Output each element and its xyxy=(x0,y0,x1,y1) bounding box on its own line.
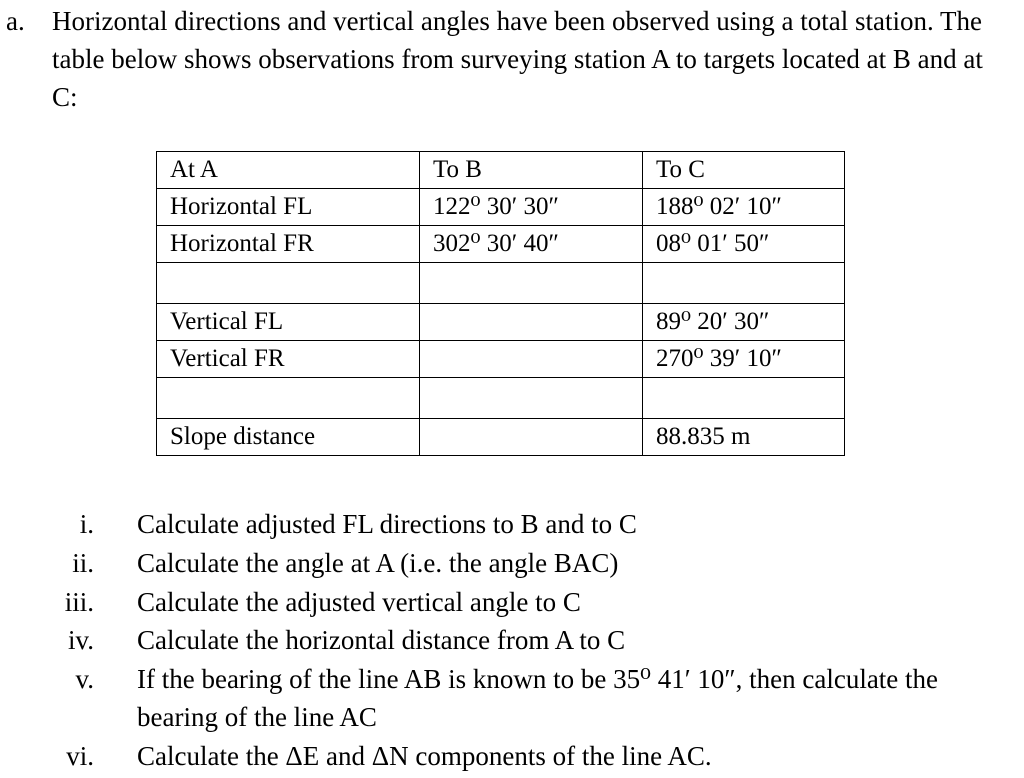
list-item-text: Calculate adjusted FL directions to B and to C xyxy=(137,509,637,539)
intro-text: Horizontal directions and vertical angles have been observed using a total station. The table below shows observations from surveying station A to targets located at B and at C: xyxy=(52,6,983,112)
list-item-number: i. xyxy=(79,509,94,539)
header-cell: To B xyxy=(420,152,643,189)
list-item-number: vi. xyxy=(66,741,94,771)
row-label-cell: Vertical FR xyxy=(157,341,420,378)
table-cell: 89⁰ 20′ 30″ xyxy=(643,304,845,341)
table-row xyxy=(157,226,845,263)
table-cell: 122⁰ 30′ 30″ xyxy=(420,189,643,226)
list-item-number: iv. xyxy=(68,625,94,655)
observations-table xyxy=(156,151,845,456)
row-label-cell xyxy=(157,378,420,419)
table-cell xyxy=(643,263,845,304)
table-cell xyxy=(643,378,845,419)
list-item-text: Calculate the angle at A (i.e. the angle BAC) xyxy=(137,548,619,578)
list-item-number: v. xyxy=(75,664,94,694)
table-row xyxy=(157,341,845,378)
table-cell: 08⁰ 01′ 50″ xyxy=(643,226,845,263)
table-row xyxy=(157,304,845,341)
table-row xyxy=(157,419,845,456)
row-label-cell: Slope distance xyxy=(157,419,420,456)
table-cell xyxy=(420,341,643,378)
table-cell: 270⁰ 39′ 10″ xyxy=(643,341,845,378)
list-item-text: If the bearing of the line AB is known to be 35⁰ 41′ 10″, then calculate the bearing of the line AC xyxy=(137,664,939,732)
row-label-cell xyxy=(157,263,420,304)
table-cell xyxy=(420,263,643,304)
row-label-cell: Horizontal FL xyxy=(157,189,420,226)
header-cell: To C xyxy=(643,152,845,189)
table-cell: 188⁰ 02′ 10″ xyxy=(643,189,845,226)
table-row-empty xyxy=(157,378,845,419)
table-header-row xyxy=(157,152,845,189)
list-item-text: Calculate the ΔE and ΔN components of the line AC. xyxy=(137,741,712,771)
row-label-cell: Horizontal FR xyxy=(157,226,420,263)
table-cell xyxy=(420,304,643,341)
list-item-text: Calculate the adjusted vertical angle to C xyxy=(137,587,581,617)
header-cell: At A xyxy=(157,152,420,189)
question-marker: a. xyxy=(6,6,25,36)
list-item-text: Calculate the horizontal distance from A to C xyxy=(137,625,626,655)
table-cell xyxy=(420,378,643,419)
table-cell: 88.835 m xyxy=(643,419,845,456)
list-item-number: ii. xyxy=(72,548,94,578)
table-row xyxy=(157,189,845,226)
table-row-empty xyxy=(157,263,845,304)
list-item-number: iii. xyxy=(64,587,94,617)
table-cell: 302⁰ 30′ 40″ xyxy=(420,226,643,263)
row-label-cell: Vertical FL xyxy=(157,304,420,341)
table-cell xyxy=(420,419,643,456)
